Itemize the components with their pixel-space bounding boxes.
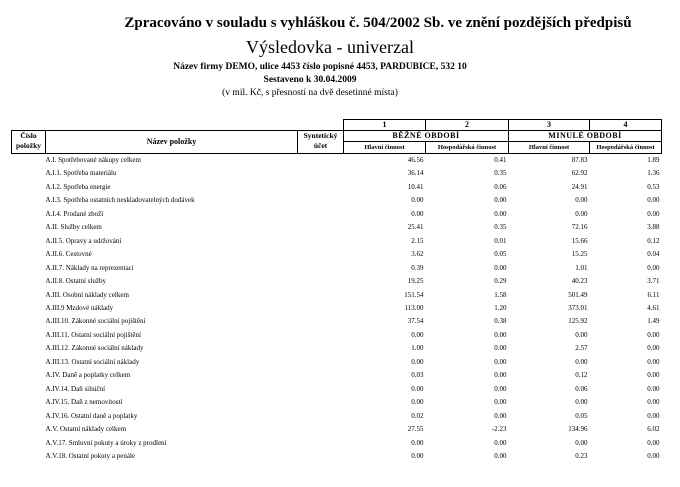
units-note: (v mil. Kč, s přesností na dvě desetinné místa) (222, 88, 398, 98)
value-hlavni-bezne: 0.39 (411, 263, 424, 272)
value-hospodarska-minule: 0.00 (647, 411, 660, 420)
value-hospodarska-minule: 1.49 (647, 317, 660, 326)
cislo-cell (12, 315, 46, 328)
item-name-cell: A.I.2. Spotřeba energie (45, 182, 111, 191)
table-row (12, 221, 662, 234)
value-hospodarska-bezne: 0.29 (494, 277, 507, 286)
table-row (12, 383, 662, 396)
col-header-cislo: Číslo položky (12, 131, 46, 154)
cislo-cell (12, 410, 46, 423)
value-hlavni-bezne: 1.00 (411, 344, 424, 353)
item-name-cell: A.V.18. Ostatní pokuty a penále (45, 451, 135, 460)
table-row (12, 154, 662, 168)
value-hospodarska-bezne: 0.06 (494, 182, 507, 191)
col-header-nazev: Název položky (46, 131, 298, 154)
table-row (12, 208, 662, 221)
item-name-cell: A.I.4. Prodané zboží (45, 209, 104, 218)
value-hospodarska-bezne: 0.00 (494, 451, 507, 460)
table-row (12, 342, 662, 355)
item-name-cell: A.II.6. Cestovné (45, 250, 92, 259)
value-hlavni-bezne: 27.55 (407, 425, 424, 434)
value-hospodarska-bezne: -2.23 (491, 425, 507, 434)
value-hlavni-minule: 501.49 (568, 290, 588, 299)
value-hospodarska-bezne: 0.05 (494, 250, 507, 259)
value-hlavni-minule: 0.00 (575, 196, 588, 205)
table-row (12, 235, 662, 248)
subheader-hospodarska-minule: Hospodářská činnost (590, 142, 662, 154)
subheader-hlavni-minule: Hlavní činnost (509, 142, 590, 154)
value-hospodarska-minule: 1.89 (647, 156, 660, 164)
value-hospodarska-bezne: 0.00 (494, 209, 507, 218)
table-row (12, 356, 662, 369)
value-hlavni-bezne: 0.03 (411, 371, 424, 380)
value-hlavni-minule: 0.00 (575, 357, 588, 366)
synteticky-cell (298, 221, 344, 234)
value-hlavni-bezne: 3.62 (411, 250, 424, 259)
value-hlavni-minule: 40.23 (571, 277, 588, 286)
table-row (12, 167, 662, 180)
report-legal-note: Zpracováno v souladu s vyhláškou č. 504/2002 Sb. ve znění pozdějších předpisů (124, 15, 632, 31)
value-hlavni-minule: 1.01 (575, 263, 588, 272)
value-hospodarska-minule: 1.36 (647, 169, 660, 178)
value-hlavni-minule: 0.12 (575, 371, 588, 380)
item-name-cell: A.IV. Daně a poplatky celkem (45, 371, 131, 380)
value-hospodarska-bezne: 0.00 (494, 344, 507, 353)
value-hospodarska-bezne: 0.00 (494, 196, 507, 205)
synteticky-cell (298, 262, 344, 275)
cislo-cell (12, 289, 46, 302)
item-name-cell: A.III.9 Mzdové náklady (45, 303, 114, 312)
income-statement-table (11, 119, 662, 463)
value-hlavni-minule: 72.16 (571, 223, 588, 232)
value-hlavni-minule: 0.00 (575, 438, 588, 447)
table-row (12, 369, 662, 382)
value-hospodarska-minule: 0.00 (647, 357, 660, 366)
value-hlavni-minule: 0.00 (575, 209, 588, 218)
value-hlavni-bezne: 0.00 (411, 196, 424, 205)
cislo-cell (12, 181, 46, 194)
synteticky-cell (298, 437, 344, 450)
value-hospodarska-bezne: 0.00 (494, 398, 507, 407)
value-hospodarska-bezne: 0.35 (494, 169, 507, 178)
value-hospodarska-minule: 0.00 (647, 398, 660, 407)
col-number-4: 4 (590, 120, 662, 131)
value-hospodarska-bezne: 0.00 (494, 438, 507, 447)
synteticky-cell (298, 208, 344, 221)
table-row (12, 423, 662, 436)
cislo-cell (12, 437, 46, 450)
value-hlavni-minule: 373.01 (568, 303, 588, 312)
value-hospodarska-minule: 0.12 (647, 236, 660, 245)
company-info: Název firmy DEMO, ulice 4453 číslo popisné 4453, PARDUBICE, 532 10 (173, 62, 467, 72)
value-hospodarska-minule: 0.53 (647, 182, 660, 191)
value-hospodarska-minule: 0.00 (647, 330, 660, 339)
value-hospodarska-bezne: 1.58 (494, 290, 507, 299)
item-name-cell: A.II.8. Ostatní služby (45, 277, 106, 286)
value-hlavni-bezne: 0.00 (411, 384, 424, 393)
value-hospodarska-bezne: 0.35 (494, 223, 507, 232)
table-row (12, 450, 662, 463)
table-row (12, 262, 662, 275)
value-hospodarska-bezne: 0.00 (494, 371, 507, 380)
item-name-cell: A.III.11. Ostatní sociální pojištění (45, 330, 141, 339)
cislo-cell (12, 221, 46, 234)
cislo-cell (12, 423, 46, 436)
cislo-cell (12, 383, 46, 396)
item-name-cell: A.I.1. Spotřeba materiálu (45, 169, 117, 178)
synteticky-cell (298, 167, 344, 180)
value-hospodarska-bezne: 0.38 (494, 317, 507, 326)
table-row (12, 302, 662, 315)
value-hlavni-bezne: 0.00 (411, 438, 424, 447)
value-hlavni-bezne: 10.41 (407, 182, 424, 191)
value-hlavni-minule: 24.91 (571, 182, 588, 191)
value-hlavni-bezne: 0.00 (411, 330, 424, 339)
value-hospodarska-bezne: 0.00 (494, 411, 507, 420)
item-name-cell: A.I.3. Spotřeba ostatních neskladovatelných dodávek (45, 196, 195, 205)
table-row (12, 275, 662, 288)
synteticky-cell (298, 315, 344, 328)
item-name-cell: A.III.13. Ostatní sociální náklady (45, 357, 140, 366)
item-name-cell: A.I. Spotřebované nákupy celkem (45, 156, 141, 164)
synteticky-cell (298, 450, 344, 463)
value-hlavni-minule: 0.06 (575, 384, 588, 393)
cislo-cell (12, 396, 46, 409)
value-hlavni-minule: 87.83 (571, 156, 588, 164)
table-row (12, 181, 662, 194)
synteticky-cell (298, 275, 344, 288)
value-hospodarska-bezne: 0.41 (494, 156, 507, 164)
col-number-2: 2 (426, 120, 509, 131)
value-hlavni-bezne: 2.15 (411, 236, 424, 245)
table-row (12, 289, 662, 302)
value-hospodarska-minule: 0.04 (647, 250, 660, 259)
value-hospodarska-bezne: 0.01 (494, 236, 507, 245)
value-hlavni-bezne: 0.02 (411, 411, 424, 420)
table-row (12, 315, 662, 328)
value-hospodarska-bezne: 0.00 (494, 330, 507, 339)
value-hlavni-minule: 62.92 (571, 169, 588, 178)
value-hlavni-bezne: 113.00 (404, 303, 424, 312)
cislo-cell (12, 369, 46, 382)
value-hospodarska-bezne: 0.00 (494, 357, 507, 366)
value-hospodarska-bezne: 0.00 (494, 384, 507, 393)
synteticky-cell (298, 369, 344, 382)
item-name-cell: A.V. Ostatní náklady celkem (45, 425, 127, 434)
value-hlavni-minule: 2.57 (575, 344, 588, 353)
value-hlavni-minule: 15.66 (571, 236, 588, 245)
cislo-cell (12, 235, 46, 248)
value-hospodarska-minule: 3.88 (647, 223, 660, 232)
cislo-cell (12, 356, 46, 369)
synteticky-cell (298, 329, 344, 342)
synteticky-cell (298, 396, 344, 409)
value-hospodarska-minule: 0.00 (647, 344, 660, 353)
cislo-cell (12, 329, 46, 342)
cislo-cell (12, 262, 46, 275)
value-hospodarska-minule: 0.00 (647, 451, 660, 460)
table-row (12, 437, 662, 450)
synteticky-cell (298, 194, 344, 207)
value-hlavni-bezne: 0.00 (411, 357, 424, 366)
cislo-cell (12, 194, 46, 207)
value-hospodarska-bezne: 0.00 (494, 263, 507, 272)
synteticky-cell (298, 154, 344, 168)
col-number-3: 3 (509, 120, 590, 131)
item-name-cell: A.II. Služby celkem (45, 223, 102, 232)
value-hlavni-bezne: 0.00 (411, 451, 424, 460)
synteticky-cell (298, 289, 344, 302)
value-hospodarska-minule: 6.11 (647, 290, 660, 299)
col-number-1: 1 (344, 120, 426, 131)
value-hlavni-minule: 15.25 (571, 250, 588, 259)
table-row (12, 194, 662, 207)
item-name-cell: A.IV.14. Daň silniční (45, 384, 106, 393)
value-hospodarska-minule: 0.00 (647, 263, 660, 272)
item-name-cell: A.III.10. Zákonné sociální pojištění (45, 317, 146, 326)
item-name-cell: A.II.5. Opravy a udržování (45, 236, 122, 245)
item-name-cell: A.IV.16. Ostatní daně a poplatky (45, 411, 138, 420)
synteticky-cell (298, 248, 344, 261)
item-name-cell: A.V.17. Smluvní pokuty a úroky z prodlení (45, 438, 167, 447)
value-hospodarska-minule: 6.02 (647, 425, 660, 434)
cislo-cell (12, 248, 46, 261)
value-hospodarska-minule: 0.00 (647, 209, 660, 218)
value-hospodarska-minule: 0.00 (647, 438, 660, 447)
synteticky-cell (298, 356, 344, 369)
synteticky-cell (298, 423, 344, 436)
value-hlavni-bezne: 0.00 (411, 209, 424, 218)
item-name-cell: A.IV.15. Daň z nemovitostí (45, 398, 123, 407)
table-row (12, 396, 662, 409)
group-header-bezne: BĚŽNÉ OBDOBÍ (344, 131, 509, 142)
cislo-cell (12, 342, 46, 355)
value-hlavni-bezne: 0.00 (411, 398, 424, 407)
value-hlavni-bezne: 151.54 (404, 290, 424, 299)
group-header-minule: MINULÉ OBDOBÍ (509, 131, 662, 142)
table-row (12, 329, 662, 342)
cislo-cell (12, 302, 46, 315)
cislo-cell (12, 275, 46, 288)
value-hospodarska-bezne: 1.20 (494, 303, 507, 312)
value-hlavni-bezne: 46.56 (407, 156, 424, 164)
value-hlavni-minule: 134.96 (568, 425, 588, 434)
cislo-cell (12, 208, 46, 221)
value-hospodarska-minule: 0.00 (647, 384, 660, 393)
synteticky-cell (298, 235, 344, 248)
synteticky-cell (298, 302, 344, 315)
item-name-cell: A.II.7. Náklady na reprezentaci (45, 263, 134, 272)
synteticky-cell (298, 342, 344, 355)
table-row (12, 248, 662, 261)
synteticky-cell (298, 410, 344, 423)
value-hlavni-bezne: 19.25 (407, 277, 424, 286)
item-name-cell: A.III.12. Zákonné sociální náklady (45, 344, 144, 353)
value-hlavni-minule: 0.23 (575, 451, 588, 460)
col-header-synteticky: Syntetický účet (298, 131, 344, 154)
value-hospodarska-minule: 0.00 (647, 371, 660, 380)
synteticky-cell (298, 383, 344, 396)
value-hlavni-minule: 125.92 (568, 317, 588, 326)
subheader-hospodarska-bezne: Hospodářská činnost (426, 142, 509, 154)
cislo-cell (12, 154, 46, 168)
value-hlavni-bezne: 36.14 (407, 169, 424, 178)
value-hlavni-bezne: 37.54 (407, 317, 424, 326)
value-hospodarska-minule: 3.71 (647, 277, 660, 286)
value-hlavni-minule: 0.00 (575, 330, 588, 339)
report-title: Výsledovka - univerzal (246, 37, 414, 57)
value-hospodarska-minule: 0.00 (647, 196, 660, 205)
table-row (12, 410, 662, 423)
value-hlavni-minule: 0.05 (575, 411, 588, 420)
value-hospodarska-minule: 4.61 (647, 303, 660, 312)
subheader-hlavni-bezne: Hlavní činnost (344, 142, 426, 154)
item-name-cell: A.III. Osobní náklady celkem (45, 290, 129, 299)
value-hlavni-bezne: 25.41 (407, 223, 424, 232)
synteticky-cell (298, 181, 344, 194)
cislo-cell (12, 167, 46, 180)
report-date: Sestaveno k 30.04.2009 (263, 75, 357, 85)
cislo-cell (12, 450, 46, 463)
value-hlavni-minule: 0.00 (575, 398, 588, 407)
